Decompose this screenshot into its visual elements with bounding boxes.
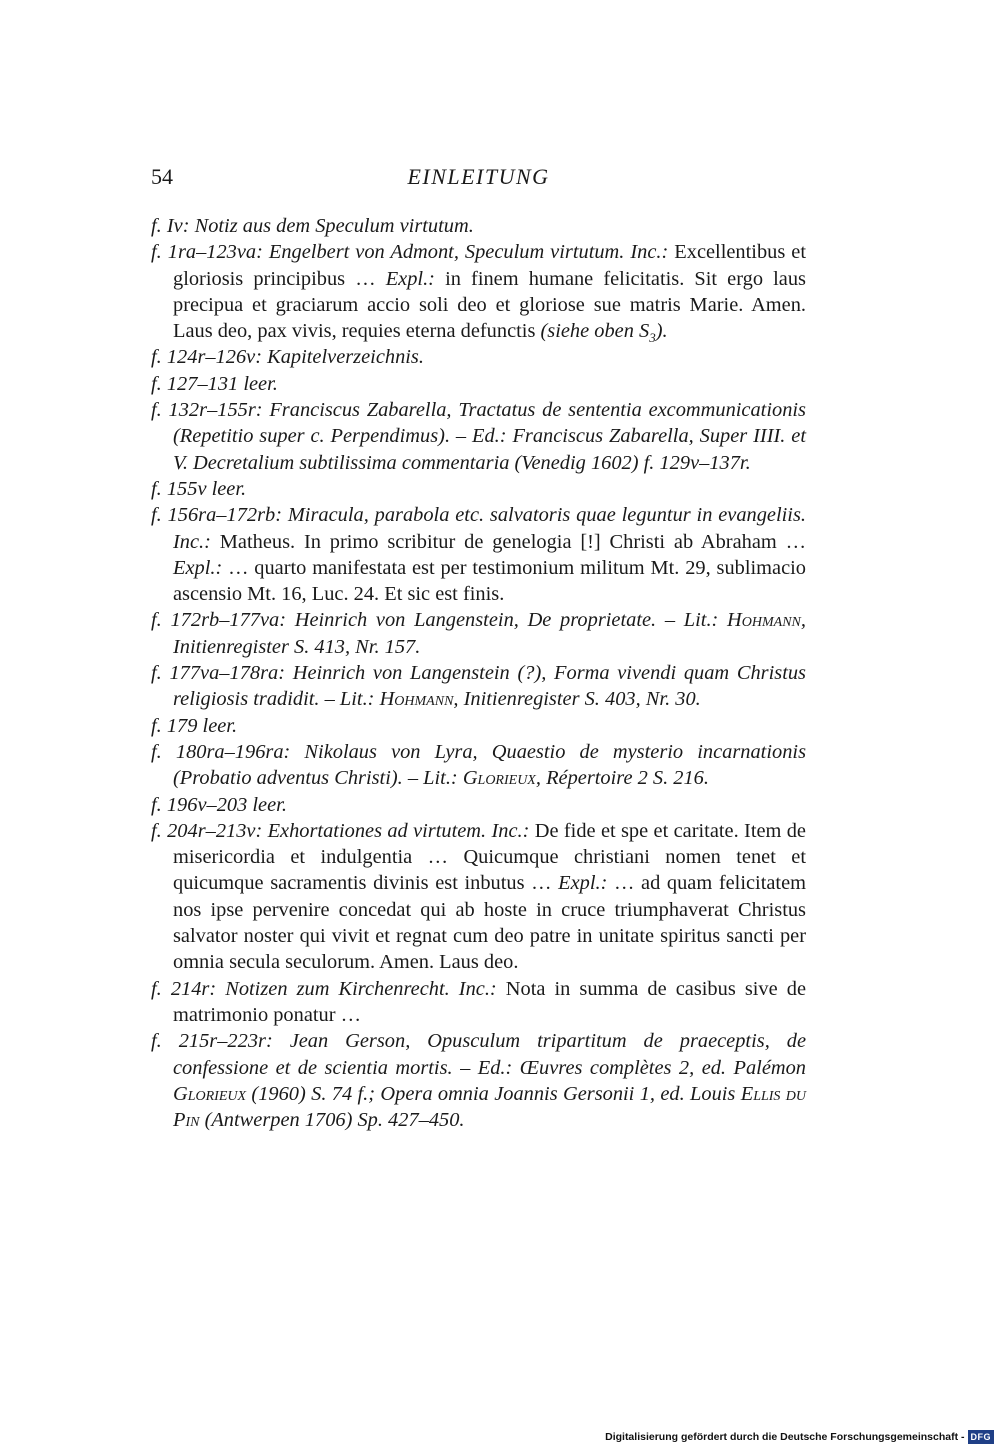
entry-text: f. 180ra–196ra: Nikolaus von Lyra, Quaestio de mysterio incarnationis (Probatio adventus Christi). – Lit.: — [151, 740, 806, 790]
manuscript-entry — [151, 213, 806, 239]
entry-text: … quarto manifestata est per testimonium militum Mt. 29, sublimacio ascensio Mt. 16, Luc. 24. Et sic est finis. — [173, 556, 806, 606]
manuscript-entry — [151, 239, 806, 344]
manuscript-entry — [151, 976, 806, 1029]
entry-text: f. 204r–213v: Exhortationes ad virtutem. Inc.: — [151, 819, 535, 842]
entry-text: Expl.: — [385, 267, 446, 290]
entry-text: (1960) S. 74 f.; Opera omnia Joannis Gersonii 1, ed. Louis — [246, 1082, 741, 1105]
entry-text: f. 1ra–123va: Engelbert von Admont, Speculum virtutum. Inc.: — [151, 241, 675, 264]
entry-text: f. 124r–126v: Kapitelverzeichnis. — [151, 346, 424, 369]
entry-text: in finem humane felicitatis. Sit ergo laus precipua et graciarum accio soli deo et gloriose sue matris Marie. Amen. Laus deo, pax vivis, requies eterna defunctis — [173, 267, 806, 343]
entry-text: f. 132r–155r: Franciscus Zabarella, Tractatus de sententia excommunicationis (Repetitio super c. Perpendimus). – Ed.: Franciscus Zabarella, Super IIII. et V. Decretalium subtilissima commentaria (Venedig 1602) f. 129v–137r. — [151, 399, 806, 474]
manuscript-entry — [151, 397, 806, 476]
running-head — [151, 164, 806, 194]
entry-text: Hohmann — [379, 688, 454, 711]
entry-text: Glorieux — [173, 1082, 247, 1105]
entry-text: f. Iv: Notiz aus dem Speculum virtutum. — [151, 215, 474, 237]
entry-text: Nota in summa de casibus sive de matrimonio ponatur … — [173, 977, 806, 1026]
entry-text: f. 196v–203 leer. — [151, 793, 287, 816]
manuscript-entry — [151, 502, 806, 607]
entry-text: 3 — [649, 330, 656, 346]
manuscript-entry — [151, 1028, 806, 1133]
credit-text: Digitalisierung gefördert durch die Deutsche Forschungsgemeinschaft - — [605, 1431, 965, 1443]
entry-text: (siehe oben S — [540, 320, 650, 343]
manuscript-entry — [151, 739, 806, 792]
manuscript-entry — [151, 792, 806, 818]
entry-text: , Initienregister S. 413, Nr. 157. — [173, 609, 806, 658]
entry-text: f. 172rb–177va: Heinrich von Langenstein, De proprietate. – Lit.: — [151, 609, 728, 632]
entry-text: f. 179 leer. — [151, 714, 238, 737]
manuscript-entry — [151, 371, 806, 397]
entry-text: f. 215r–223r: Jean Gerson, Opusculum tripartitum de praeceptis, de confessione et de scientia mortis. – Ed.: Œuvres complètes 2, ed. Palémon — [151, 1030, 806, 1079]
manuscript-entry — [151, 818, 806, 976]
running-title: EINLEITUNG — [407, 164, 550, 189]
entry-text: Excellentibus et gloriosis principibus … — [173, 241, 806, 290]
entry-text: f. 127–131 leer. — [151, 372, 278, 395]
entry-text: f. 177va–178ra: Heinrich von Langenstein (?), Forma vivendi quam Christus religiosis tradidit. – Lit.: — [151, 662, 806, 711]
entry-text: f. 214r: Notizen zum Kirchenrecht. Inc.: — [151, 977, 506, 1000]
dfg-logo: DFG — [968, 1430, 995, 1444]
manuscript-contents-list — [151, 213, 806, 1133]
entry-text: f. 156ra–172rb: Miracula, parabola etc. salvatoris quae leguntur in evangeliis. Inc.: — [151, 504, 806, 553]
manuscript-entry — [151, 607, 806, 660]
page-number: 54 — [151, 164, 173, 189]
manuscript-entry — [151, 660, 806, 713]
entry-text: Expl.: — [558, 872, 615, 895]
entry-text: Expl.: — [173, 556, 229, 579]
entry-text: , Répertoire 2 S. 216. — [535, 767, 709, 790]
entry-text: , Initienregister S. 403, Nr. 30. — [453, 688, 701, 711]
entry-text: Ellis du Pin — [173, 1082, 806, 1132]
digitization-credit — [605, 1429, 994, 1445]
entry-text: Matheus. In primo scribitur de genelogia [!] Christi ab Abraham … — [219, 530, 806, 553]
entry-text: Glorieux — [462, 767, 536, 790]
entry-text: ). — [655, 320, 668, 343]
manuscript-entry — [151, 476, 806, 502]
entry-text: Hohmann — [727, 609, 801, 632]
entry-text: (Antwerpen 1706) Sp. 427–450. — [199, 1109, 465, 1132]
manuscript-entry — [151, 344, 806, 370]
entry-text: f. 155v leer. — [151, 477, 247, 500]
manuscript-entry — [151, 713, 806, 739]
entry-text: … ad quam felicitatem nos ipse pervenire concedat qui ab hoste in cruce triumphaverat Christus salvator noster qui vivit et regnat cum deo patre in unitate spiritus sancti per omnia secula seculorum. Amen. Laus deo. — [173, 872, 806, 974]
entry-text: De fide et spe et caritate. Item de misericordia et indulgentia … Quicumque christiani nomen tenet et quicumque sacramentis divinis est inbutus … — [173, 819, 806, 895]
